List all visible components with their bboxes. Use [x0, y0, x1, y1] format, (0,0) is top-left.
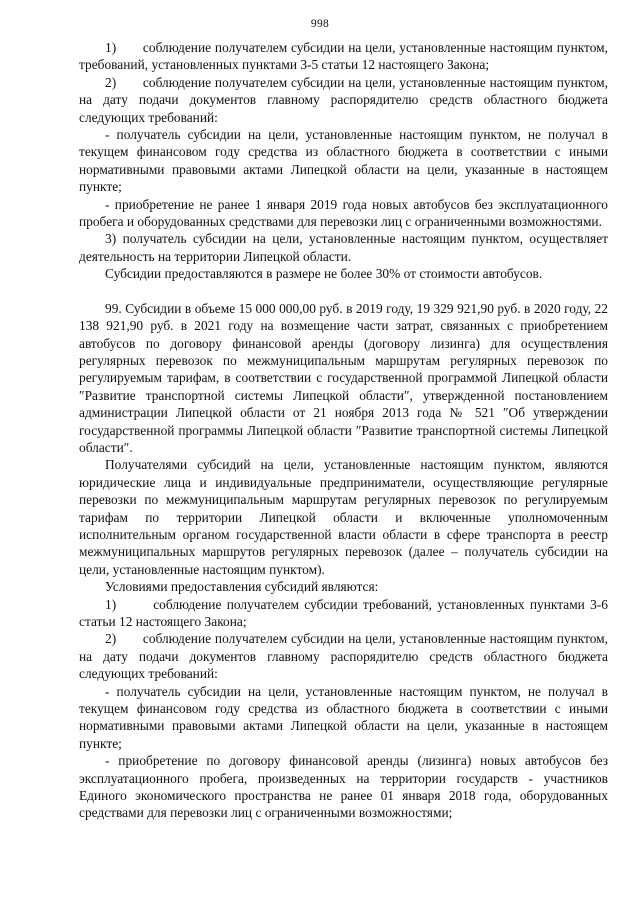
paragraph-requirement-leasing: - приобретение по договору финансовой аренды (лизинга) новых автобусов без эксплуатационного пробега, произведенных на территории государств - участников Единого экономического пространства не ранее 01 января 2018 года, оборудованных средствами для перевозки лиц с ограниченными возможностями; — [79, 753, 608, 821]
document-body — [79, 39, 608, 822]
paragraph-item-99: 99. Субсидии в объеме 15 000 000,00 руб. в 2019 году, 19 329 921,90 руб. в 2020 году, 22 138 921,90 руб. в 2021 году на возмещение части затрат, связанных с приобретением автобусов по договору финансовой аренды (договору лизинга) для осуществления регулярных перевозок по межмуниципальным маршрутам регулярных перевозок по регулируемым тарифам, в соответствии с государственной программой Липецкой области ″Развитие транспортной системы Липецкой области″, утвержденной постановлением администрации Липецкой области от 21 ноября 2013 года № 521 ″Об утверждении государственной программы Липецкой области ″Развитие транспортной системы Липецкой области″. — [79, 300, 608, 455]
paragraph-conditions-intro: Условиями предоставления субсидий являются: — [105, 579, 379, 595]
paragraph-condition-2: 2) соблюдение получателем субсидии на цели, установленные настоящим пунктом, на дату подачи документов главному распорядителю средств областного бюджета следующих требований: — [79, 74, 608, 125]
paragraph-subsidy-limit: Субсидии предоставляются в размере не более 30% от стоимости автобусов. — [105, 266, 543, 282]
paragraph-requirement-buses: - приобретение не ранее 1 января 2019 года новых автобусов без эксплуатационного пробега и оборудованных средствами для перевозки лиц с ограниченными возможностями. — [79, 196, 608, 230]
paragraph-requirement-no-funds-b: - получатель субсидии на цели, установленные настоящим пунктом, не получал в текущем финансовом году средства из областного бюджета в соответствии с иными нормативными правовыми актами Липецкой области на цели, указанные в настоящем пункте; — [79, 683, 608, 751]
page-number: 998 — [310, 18, 330, 30]
paragraph-condition-1b: 1) соблюдение получателем субсидии требований, установленных пунктами 3-6 статьи 12 настоящего Закона; — [79, 596, 608, 629]
paragraph-requirement-no-funds: - получатель субсидии на цели, установленные настоящим пунктом, не получал в текущем финансовом году средства из областного бюджета в соответствии с иными нормативными правовыми актами Липецкой области на цели, указанные в настоящем пункте; — [79, 127, 608, 195]
paragraph-recipients: Получателями субсидий на цели, установленные настоящим пунктом, являются юридические лица и индивидуальные предприниматели, осуществляющие регулярные перевозки по межмуниципальным маршрутам регулярных перевозок по регулируемым тарифам по территории Липецкой области и включенные уполномоченным исполнительным органом государственной власти области в сфере транспорта в реестр межмуниципальных маршрутов регулярных перевозок (далее – получатель субсидии на цели, установленные настоящим пунктом). — [79, 457, 608, 577]
paragraph-condition-3: 3) получатель субсидии на цели, установленные настоящим пунктом, осуществляет деятельность на территории Липецкой области. — [79, 231, 608, 264]
paragraph-condition-2b: 2) соблюдение получателем субсидии на цели, установленные настоящим пунктом, на дату подачи документов главному распорядителю средств областного бюджета следующих требований: — [79, 631, 608, 682]
paragraph-condition-1: 1) соблюдение получателем субсидии на цели, установленные настоящим пунктом, требований, установленных пунктами 3-5 статьи 12 настоящего Закона; — [79, 40, 608, 73]
